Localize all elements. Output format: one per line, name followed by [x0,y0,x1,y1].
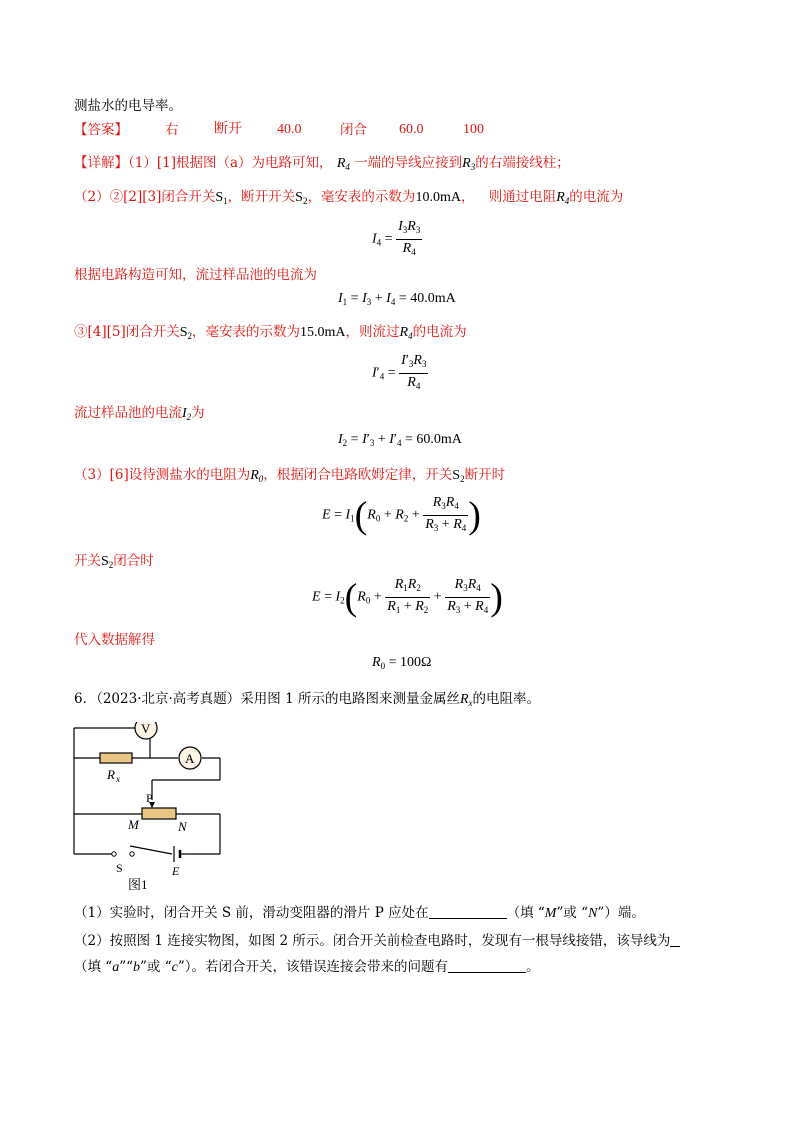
detail-part3-d: 的电流为 [412,324,467,340]
answer-item-4: 闭合 [340,122,367,138]
q2-opt-a: a [112,960,120,975]
closed-line: 开关$S_2$闭合时 [74,553,154,570]
battery-label: E [172,864,180,878]
answer-item-2: 断开 [214,122,242,137]
voltmeter-label: V [141,722,151,736]
detail-part1: 【详解】（1）[1]根据图（a）为电路可知， $R_4$ 一端的导线应接到$R_3$的右端接线柱； [74,155,570,172]
q1-m: M [544,906,557,921]
question6-header-b: 的电阻率。 [472,691,541,707]
detail-part2-e: 则通过电阻 [488,189,557,205]
resistor-rx [100,753,132,763]
equation-i1-value: 40.0mA [410,291,456,306]
equation-i4-prime: $I'_4$ = $\frac{I'_3R_3}{R_4}$ [372,353,427,391]
equation-i1: $I_1 = I_3 + I_4 = 40.0mA$ [338,291,456,307]
rheostat-n-label: N [178,819,187,834]
detail-part1-b: 一端的导线应接到 [354,155,463,171]
q2-e: ”）。若闭合开关，该错误连接会带来的问题有 [177,959,448,975]
q1-blank[interactable] [429,904,507,919]
detail-part2-b: ，断开开关 [227,189,296,205]
intro-line: 测盐水的电导率。 [74,98,182,114]
detail-tag: 【详解】 [74,155,128,171]
question6-q1 [74,904,645,923]
q2-opt-c: c [171,960,178,975]
q2-a: （2）按照图 1 连接实物图，如图 2 所示。闭合开关前检查电路时，发现有一根导线接错，该导线为 [74,933,671,949]
q1-b: （填 “ [506,905,545,921]
figure-caption: 图1 [128,877,148,892]
flow-i2-line: 流过样品池的电流$I_2$为 [74,405,205,422]
detail-part4: （3）[6]设待测盐水的电阻为$R_0$，根据闭合电路欧姆定律，开关$S_2$断开时 [74,467,506,484]
detail-part2-a: （2）②[2][3]闭合开关 [74,189,216,205]
circuit-construction-line: 根据电路构造可知，流过样品池的电流为 [74,267,317,283]
q2-c: ”“ [119,959,134,975]
question6-header-a: 6．（2023·北京·高考真题）采用图 1 所示的电路图来测量金属丝 [74,691,460,707]
detail-part2: （2）②[2][3]闭合开关$S_1$，断开开关$S_2$，毫安表的示数为10.0mA， 则通过电阻$R_4$的电流为 [74,189,624,206]
equation-r0: $R_0 = 100\Omega$ [372,655,432,671]
answer-item-3: 40.0 [277,122,302,137]
rheostat-m-label: M [128,817,139,832]
slider-p-label: P [146,791,153,805]
q2-blank-wire[interactable] [670,932,680,947]
equation-e-open: $E = I_1(R_0 + R_2$ + $\frac{R_3R_4}{R_3 + R_4}$ ) [322,494,481,537]
q2-opt-b: b [133,960,141,975]
closed-b: 闭合时 [113,553,154,569]
q1-c: ”或 “ [556,905,589,921]
question6-q2-line1 [74,932,680,950]
detail-part2-value: 10.0mA [415,190,461,205]
detail-part2-c: ，毫安表的示数为 [307,189,416,205]
equation-i2: $I_2 = I'_3 + I'_4 = 60.0mA$ [338,432,462,448]
detail-part1-c: 的右端接线柱； [475,155,570,171]
detail-part4-c: 断开时 [464,467,506,483]
rx-label: R [107,767,115,782]
detail-part2-f: 的电流为 [569,189,624,205]
ammeter-label: A [185,751,195,766]
detail-part3-c: ，则流过 [345,324,400,340]
q1-d: ”）端。 [597,905,645,921]
equation-e-closed: $E = I_2(R_0$ + $\frac{R_1R_2}{R_1 + R_2}$ + $\frac{R_3R_4}{R_3 + R_4}$ ) [312,576,503,619]
flow-i2-a: 流过样品池的电流 [74,405,182,421]
answer-item-6: 100 [463,122,484,137]
switch-icon [130,852,134,856]
detail-part2-d: ， [460,189,475,205]
question6-q2-line2 [74,958,540,977]
switch-label: S [116,861,123,875]
q2-d: ”或 “ [140,959,172,975]
detail-part4-b: ，根据闭合电路欧姆定律，开关 [263,467,453,483]
q2-f: 。 [526,959,540,975]
detail-part4-a: （3）[6]设待测盐水的电阻为 [74,467,251,483]
flow-i2-b: 为 [191,405,205,421]
q2-blank-problem[interactable] [448,958,526,973]
detail-part3: ③[4][5]闭合开关$S_2$，毫安表的示数为15.0mA，则流过$R_4$的电流为 [74,324,467,341]
question6-header: 6．（2023·北京·高考真题）采用图 1 所示的电路图来测量金属丝$R_x$的电阻率。 [74,691,541,708]
q2-b: （填 “ [74,959,113,975]
circuit-diagram [70,722,240,892]
closed-a: 开关 [74,553,101,569]
equation-i4: $I_4$ = $\frac{I_3R_3}{R_4}$ [372,219,421,257]
detail-part1-a: （1）[1]根据图（a）为电路可知， [128,155,333,171]
rx-sub-label: x [116,774,120,784]
detail-part3-value: 15.0mA [300,325,346,340]
detail-part3-a: ③[4][5]闭合开关 [74,324,180,340]
equation-i2-value: 60.0mA [416,432,462,447]
q1-a: （1）实验时，闭合开关 S 前，滑动变阻器的滑片 P 应处在 [74,905,429,921]
detail-part3-b: ，毫安表的示数为 [192,324,301,340]
answer-tag: 【答案】 [74,122,128,138]
equation-r0-value: 100Ω [399,655,432,670]
q1-n: N [588,906,598,921]
answer-line [74,121,484,139]
substitute-line: 代入数据解得 [74,632,155,648]
answer-item-5: 60.0 [399,122,424,137]
answer-item-1: 右 [165,122,179,138]
rheostat [142,808,176,819]
